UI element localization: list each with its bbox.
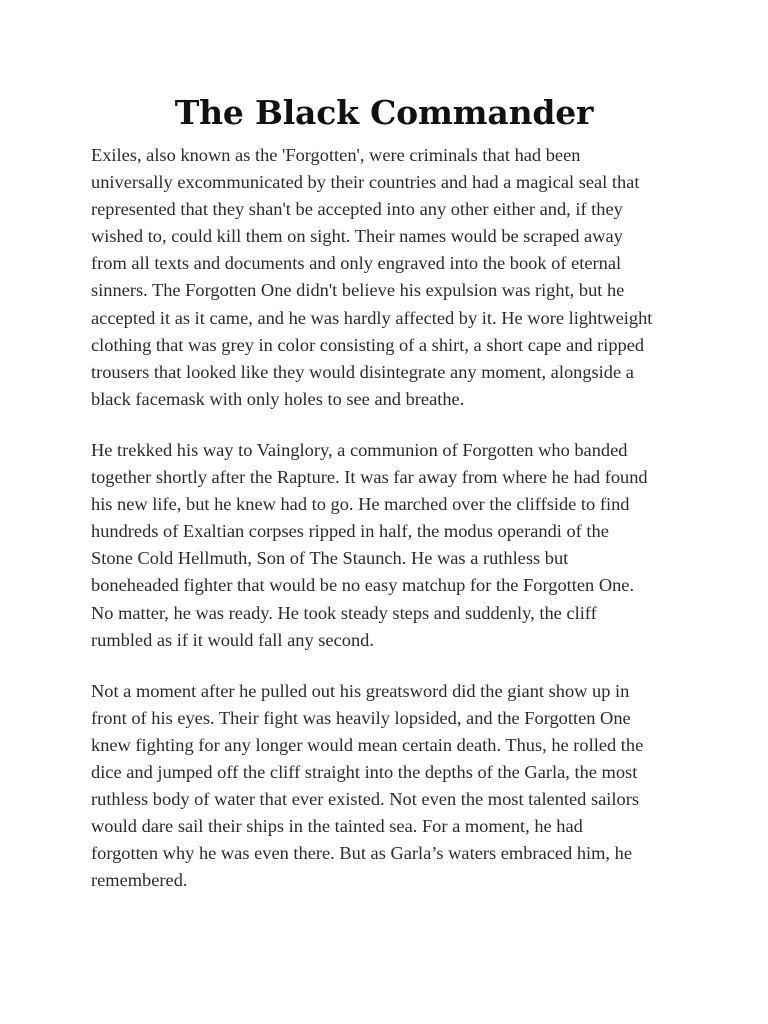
text-line: trousers that looked like they would disintegrate any moment, alongside a [91, 361, 634, 382]
text-line: forgotten why he was even there. But as Garla’s waters embraced him, he [91, 843, 632, 864]
document-body [91, 142, 681, 918]
text-line: accepted it as it came, and he was hardly affected by it. He wore lightweight [91, 307, 653, 328]
text-line: front of his eyes. Their fight was heavily lopsided, and the Forgotten One [91, 707, 631, 728]
text-line: dice and jumped off the cliff straight into the depths of the Garla, the most [91, 761, 638, 782]
paragraph-3 [91, 678, 681, 895]
text-line: Exiles, also known as the 'Forgotten', were criminals that had been [91, 145, 581, 165]
text-line: knew fighting for any longer would mean certain death. Thus, he rolled the [91, 734, 644, 755]
text-line: Stone Cold Hellmuth, Son of The Staunch. He was a ruthless but [91, 548, 569, 569]
text-line: black facemask with only holes to see and breathe. [91, 388, 465, 409]
text-line: hundreds of Exaltian corpses ripped in half, the modus operandi of the [91, 521, 609, 542]
text-line: remembered. [91, 870, 188, 891]
text-line: wished to, could kill them on sight. Their names would be scraped away [91, 226, 623, 247]
paragraph-1 [91, 142, 681, 413]
document-title: The Black Commander [174, 93, 594, 132]
text-line: together shortly after the Rapture. It was far away from where he had found [91, 467, 648, 488]
text-line: from all texts and documents and only engraved into the book of eternal [91, 253, 622, 274]
text-line: Not a moment after he pulled out his greatsword did the giant show up in [91, 680, 630, 701]
text-line: No matter, he was ready. He took steady steps and suddenly, the cliff [91, 602, 597, 623]
text-line: clothing that was grey in color consisting of a shirt, a short cape and ripped [91, 334, 645, 355]
paragraph-2 [91, 437, 681, 654]
text-line: boneheaded fighter that would be no easy matchup for the Forgotten One. [91, 575, 635, 596]
text-line: represented that they shan't be accepted into any other either and, if they [91, 199, 623, 220]
text-line: ruthless body of water that ever existed. Not even the most talented sailors [91, 789, 639, 810]
text-line: sinners. The Forgotten One didn't believe his expulsion was right, but he [91, 280, 625, 301]
text-line: He trekked his way to Vainglory, a communion of Forgotten who banded [91, 439, 628, 460]
text-line: his new life, but he knew had to go. He marched over the cliffside to find [91, 494, 630, 515]
text-line: rumbled as if it would fall any second. [91, 629, 374, 650]
text-line: would dare sail their ships in the tainted sea. For a moment, he had [91, 816, 583, 837]
text-line: universally excommunicated by their countries and had a magical seal that [91, 172, 640, 193]
